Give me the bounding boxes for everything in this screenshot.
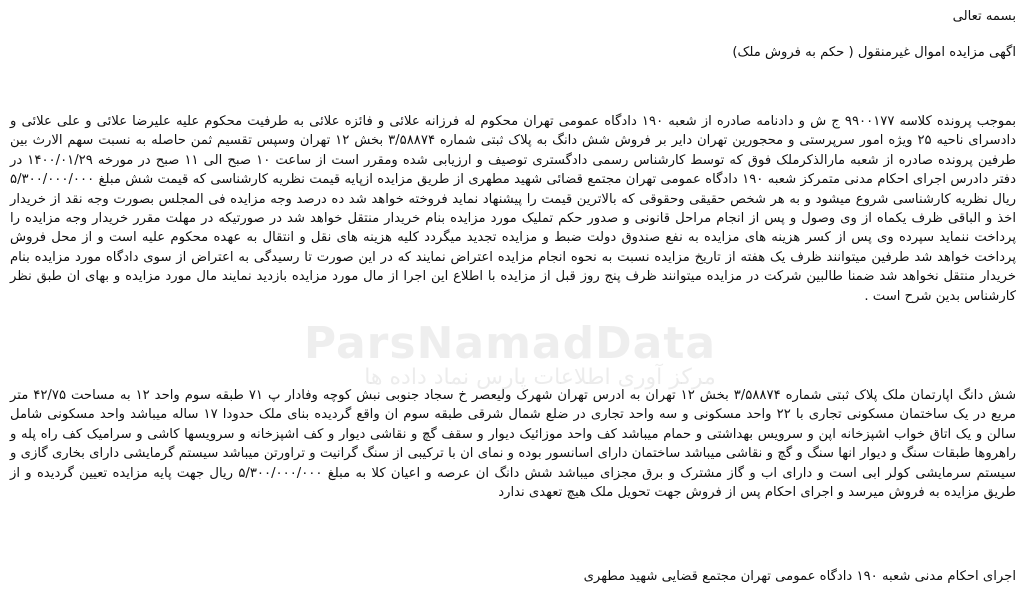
watermark-brand: ParsNamadData: [303, 318, 717, 369]
property-description-paragraph: شش دانگ اپارتمان ملک پلاک ثبتی شماره ۳/۵۸۸۷۴ بخش ۱۲ تهران به ادرس تهران شهرک ولیعصر خ سجاد جنوبی نبش کوچه وفادار پ ۷۱ طبقه سوم واحد ۱۲ به مساحت ۴۲/۷۵ متر مربع در یک ساختمان مسکونی تجاری با ۲۲ واحد مسکونی و سه واحد تجاری در ضلع شمال شرقی طبقه سوم ان واقع گردیده بنای ملک حدودا ۱۷ ساله میباشد واحد مسکونی شامل سالن و یک اتاق خواب اشپزخانه اپن و سرویس بهداشتی و حمام میباشد کف واحد موزائیک دیوار و سقف گچ و نقاشی دیوار و کف اشپزخانه و سرویسها کاشی و سرامیک کف راه پله و راهروها طبقات سنگ و دیوار انها سنگ و گچ و نقاشی میباشد ساختمان دارای اسانسور بوده و نمای ان با ترکیبی از سنگ گرانیت و تراورتن میباشد سیستم گرمایشی دارای بخاری گازی و سیستم سرمایشی کولر ابی است و دارای اب و گاز مشترک و برق مجزای میباشد شش دانگ ان عرصه و اعیان کلا به مبلغ ۵/۳۰۰/۰۰۰/۰۰۰ ریال جهت پایه مزایده تعیین گردیده و از طریق مزایده به فروش میرسد و اجرای احکام پس از فروش جهت تحویل ملک هیچ تعهدی ندارد: [10, 388, 1016, 501]
signature-line: اجرای احکام مدنی شعبه ۱۹۰ دادگاه عمومی تهران مجتمع قضایی شهید مطهری: [583, 569, 1016, 584]
notice-title: اگهی مزایده اموال غیرمنقول ( حکم به فروش ملک): [732, 45, 1016, 60]
invocation-heading: بسمه تعالی: [952, 9, 1016, 24]
court-order-paragraph: بموجب پرونده کلاسه ۹۹۰۰۱۷۷ ج ش و دادنامه صادره از شعبه ۱۹۰ دادگاه عمومی تهران محکوم له فرزانه علائی و فائزه علائی به طرفیت محکوم علیه علیرضا علائی و علی علائی و دادسرای ناحیه ۲۵ ویژه امور سرپرستی و محجورین تهران دایر بر فروش شش دانگ به پلاک ثبتی شماره ۳/۵۸۸۷۴ بخش ۱۲ تهران وسپس تقسیم ثمن حاصله به نسبت سهم الارث بین طرفین پرونده صادره از شعبه مارالذکرملک فوق که توسط کارشناس رسمی دادگستری توصیف و ارزیابی شده ومقرر است از ساعت ۱۰ صبح الی ۱۱ صبح در مورخه ۱۴۰۰/۰۱/۲۹ در دفتر دادرس اجرای احکام مدنی متمرکز شعبه ۱۹۰ دادگاه عمومی تهران مجتمع قضائی شهید مطهری از طریق مزایده ازپایه قیمت نظریه کارشناسی که قیمت شش مبلغ ۵/۳۰۰/۰۰۰/۰۰۰ ریال نظریه کارشناسی شروع میشود و به هر شخص حقیقی وحقوقی که بالاترین قیمت را پیشنهاد نماید فروخته خواهد شد ده درصد وجه مزایده فی المجلس بصورت وجه نقد از خریدار اخذ و الباقی ظرف یکماه از وی وصول و پس از انجام مراحل قانونی و صدور حکم تملیک مورد مزایده بنام خریدار منتقل خواهد شد در صورتیکه در مهلت مقرر خریدار وجه مزایده را پرداخت ننماید سپرده وی پس از کسر هزینه های مزایده به نفع صندوق دولت ضبط و مزایده تجدید میگردد کلیه هزینه های نقل و انتقال به عهده محکوم علیه است و از محل فروش پرداخت خواهد شد طرفین میتوانند ظرف یک هفته از تاریخ مزایده نسبت به نحوه انجام مزایده اعتراض نمایند که در این صورت تا رسیدگی به اعتراض از سوی دادگاه مورد مزایده بنام خریدار منتقل نخواهد شد ضمنا طالبین شرکت در مزایده میتوانند ظرف پنج روز قبل از مزایده با اطلاع این اجرا از مال مورد مزایده بازدید نمایند مال مورد مزایده و بهای ان طبق نظر کارشناس بدین شرح است .: [10, 114, 1017, 304]
watermark-tagline: مرکز آوری اطلاعات پارس نماد داده ها: [364, 365, 716, 390]
